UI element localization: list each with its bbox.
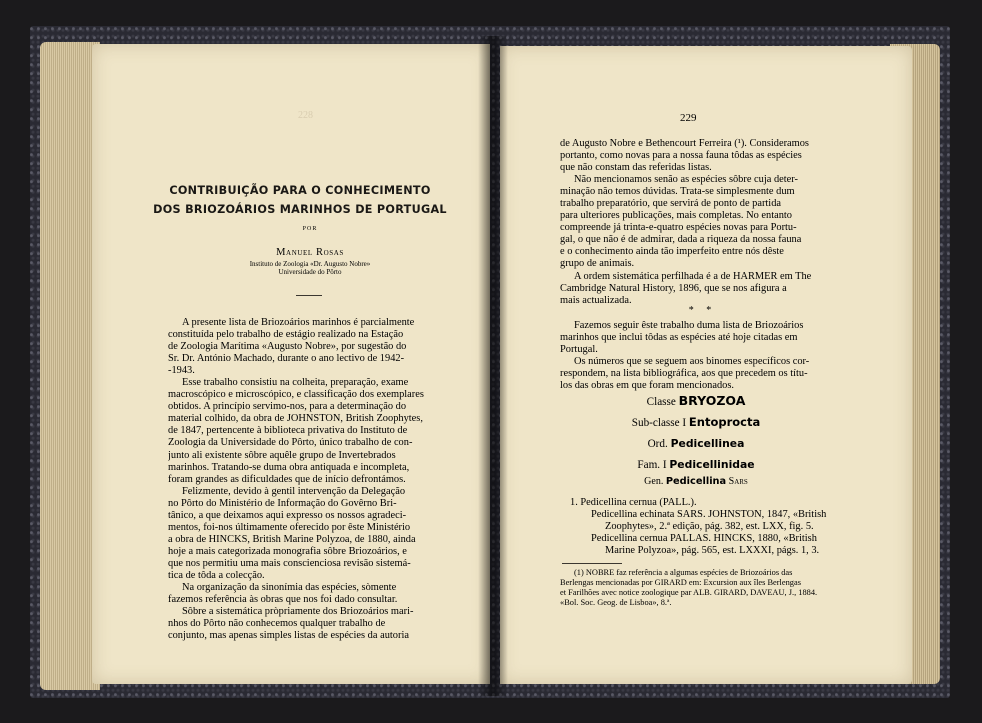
genus-author: Sars bbox=[728, 476, 748, 487]
body-line: macroscópico e microscópico, e classificação dos exemplares bbox=[168, 389, 424, 401]
body-line: a obra de HINCKS, British Marine Polyzoa, de 1880, ainda bbox=[168, 533, 416, 545]
body-line: que nos permitiu uma mais conscienciosa revisão sistemá- bbox=[168, 557, 411, 569]
body-line: fazemos referência às obras que nos foi dado consultar. bbox=[168, 594, 398, 606]
footnote-divider bbox=[562, 563, 622, 564]
species-line-4: Pedicellina cernua PALLAS. HINCKS, 1880, «British bbox=[591, 533, 817, 544]
body-line: material colhido, da obra de JOHNSTON, British Zoophytes, bbox=[168, 413, 423, 425]
class-prefix: Classe bbox=[646, 396, 676, 408]
order-prefix: Ord. bbox=[647, 438, 668, 450]
species-line-1: 1. Pedicellina cernua (PALL.). bbox=[570, 497, 697, 508]
body-line: minação não temos dúvidas. Trata-se simplesmente dum bbox=[560, 186, 795, 198]
species-line-2: Pedicellina echinata SARS. JOHNSTON, 1847, «British bbox=[591, 509, 827, 520]
body-line: foram grandes as dificuldades que de início defrontámos. bbox=[168, 473, 406, 485]
body-line: Sôbre a sistemática pròpriamente dos Briozoários mari- bbox=[182, 606, 414, 618]
body-line: constituída pelo trabalho de estágio realizado na Estação bbox=[168, 329, 404, 341]
species-line-5: Marine Polyzoa», pág. 565, est. LXXXI, págs. 1, 3. bbox=[605, 545, 820, 556]
body-line: A ordem sistemática perfilhada é a de HARMER em The bbox=[574, 270, 812, 282]
body-line: de Zoologia Marítima «Augusto Nobre», por sugestão do bbox=[168, 341, 407, 353]
family-name: Pedicellinidae bbox=[669, 458, 755, 471]
body-line: tânico, a que deixamos aqui expresso os nossos agradeci- bbox=[168, 509, 407, 521]
class-name: BRYOZOA bbox=[678, 393, 746, 408]
species-line-3: Zoophytes», 2.ª edição, pág. 382, est. LXX, fig. 5. bbox=[605, 521, 814, 532]
body-line: mentos, foi-nos últimamente oferecido por êste Ministério bbox=[168, 521, 411, 533]
subclass-prefix: Sub-classe I bbox=[631, 417, 687, 429]
body-line: gal, o que não é de admirar, dada a riqueza da nossa fauna bbox=[560, 234, 802, 246]
body-line: para ulteriores publicações, mais completas. No entanto bbox=[560, 210, 792, 222]
body-line: junto ali existente sôbre aquêle grupo de Invertebrados bbox=[168, 449, 396, 461]
body-line: Esse trabalho consistiu na colheita, preparação, exame bbox=[182, 377, 409, 389]
genus-name: Pedicellina bbox=[665, 476, 727, 487]
body-line: marinhos. Tratando-se duma obra antiquada e incompleta, bbox=[168, 461, 410, 473]
footnote-line: Berlengas mencionadas por GIRARD em: Excursion aux îles Berlengas bbox=[560, 578, 801, 587]
subclass-heading bbox=[560, 415, 832, 429]
body-line: nhos do Pôrto não conhecemos qualquer trabalho de bbox=[168, 618, 386, 630]
footnote bbox=[560, 568, 836, 608]
section-asterisks: * * bbox=[688, 305, 712, 316]
body-line: grupo de animais. bbox=[560, 258, 635, 270]
article-title-line-2: DOS BRIOZOÁRIOS MARINHOS DE PORTUGAL bbox=[153, 203, 447, 216]
body-line: -1943. bbox=[168, 365, 195, 377]
body-line: que não constam das referidas listas. bbox=[560, 162, 712, 174]
page-edges-left bbox=[40, 42, 100, 690]
body-line: Zoologia da Universidade do Pôrto, único trabalho de con- bbox=[168, 437, 413, 449]
body-line: de 1847, pertencente à biblioteca privativa do Instituto de bbox=[168, 425, 408, 437]
body-line: trabalho preparatório, que servirá de ponto de partida bbox=[560, 198, 781, 210]
family-heading bbox=[560, 458, 832, 471]
body-line: Cambridge Natural History, 1896, que se nos afigura a bbox=[560, 282, 787, 294]
body-line: Na organização da sinonímia das espécies, sòmente bbox=[182, 582, 397, 594]
footnote-line: «Bol. Soc. Geog. de Lisboa», 8.ª. bbox=[560, 598, 672, 607]
family-prefix: Fam. I bbox=[637, 459, 667, 471]
author-affiliation-2: Universidade do Pôrto bbox=[278, 268, 342, 276]
left-body-text bbox=[168, 317, 448, 642]
body-line: Sr. Dr. António Machado, durante o ano lectivo de 1942- bbox=[168, 353, 405, 365]
subclass-name: Entoprocta bbox=[688, 415, 761, 429]
body-line: marinhos que inclui tôdas as espécies até hoje citadas em bbox=[560, 332, 798, 344]
body-line: conjunto, mas apenas simples listas de espécies da autoria bbox=[168, 630, 409, 642]
author-name: Manuel Rosas bbox=[276, 247, 344, 258]
body-line: tica de tôda a colecção. bbox=[168, 569, 265, 581]
class-heading bbox=[560, 393, 832, 408]
body-line: mais actualizada. bbox=[560, 294, 632, 306]
title-divider bbox=[296, 295, 322, 296]
body-line: Felizmente, devido à gentil intervenção da Delegação bbox=[182, 485, 406, 497]
genus-heading bbox=[560, 476, 832, 487]
body-line: Portugal. bbox=[560, 344, 598, 356]
body-line: de Augusto Nobre e Bethencourt Ferreira (¹). Consideramos bbox=[560, 138, 809, 149]
author-affiliation-1: Instituto de Zoologia «Dr. Augusto Nobre» bbox=[249, 260, 371, 268]
footnote-line: et Farilhões avec notice zoologique par ALB. GIRARD, DAVEAU, J., 1884. bbox=[560, 588, 818, 597]
right-body-text bbox=[560, 138, 832, 307]
body-line: e o conhecimento ainda tão imperfeito entre nós dêste bbox=[560, 246, 784, 258]
body-line: Não mencionamos senão as espécies sôbre cuja deter- bbox=[574, 174, 798, 186]
order-heading bbox=[560, 437, 832, 450]
body-line: hoje a mais categorizada monografia sôbre Briozoários, e bbox=[168, 545, 407, 557]
body-line: Fazemos seguir êste trabalho duma lista de Briozoários bbox=[574, 320, 804, 331]
body-line: Os números que se seguem aos binomes específicos cor- bbox=[574, 356, 810, 368]
article-title-line-1: CONTRIBUIÇÃO PARA O CONHECIMENTO bbox=[169, 184, 431, 197]
order-name: Pedicellinea bbox=[670, 437, 745, 450]
body-line: respondem, na lista bibliográfica, aos que precedem os títu- bbox=[560, 368, 808, 380]
body-line: portanto, como novas para a nossa fauna tôdas as espécies bbox=[560, 150, 802, 162]
body-line: no Pôrto do Ministério de Informação do Govêrno Bri- bbox=[168, 497, 397, 509]
body-line: A presente lista de Briozoários marinhos é parcialmente bbox=[182, 317, 415, 328]
faded-page-number: 228 bbox=[298, 110, 313, 121]
book-spine bbox=[478, 36, 508, 696]
footnote-line: (1) NOBRE faz referência a algumas espécies de Briozoários das bbox=[574, 568, 793, 577]
body-line: compreende já trinta-e-quatro espécies novas para Portu- bbox=[560, 222, 797, 234]
right-body-text-2 bbox=[560, 320, 832, 392]
byline-por: POR bbox=[302, 226, 318, 232]
page-number: 229 bbox=[680, 112, 697, 124]
body-line: obtidos. A princípio servimo-nos, para a determinação do bbox=[168, 401, 407, 413]
body-line: los das obras em que foram mencionados. bbox=[560, 380, 734, 392]
genus-prefix: Gen. bbox=[644, 476, 664, 487]
